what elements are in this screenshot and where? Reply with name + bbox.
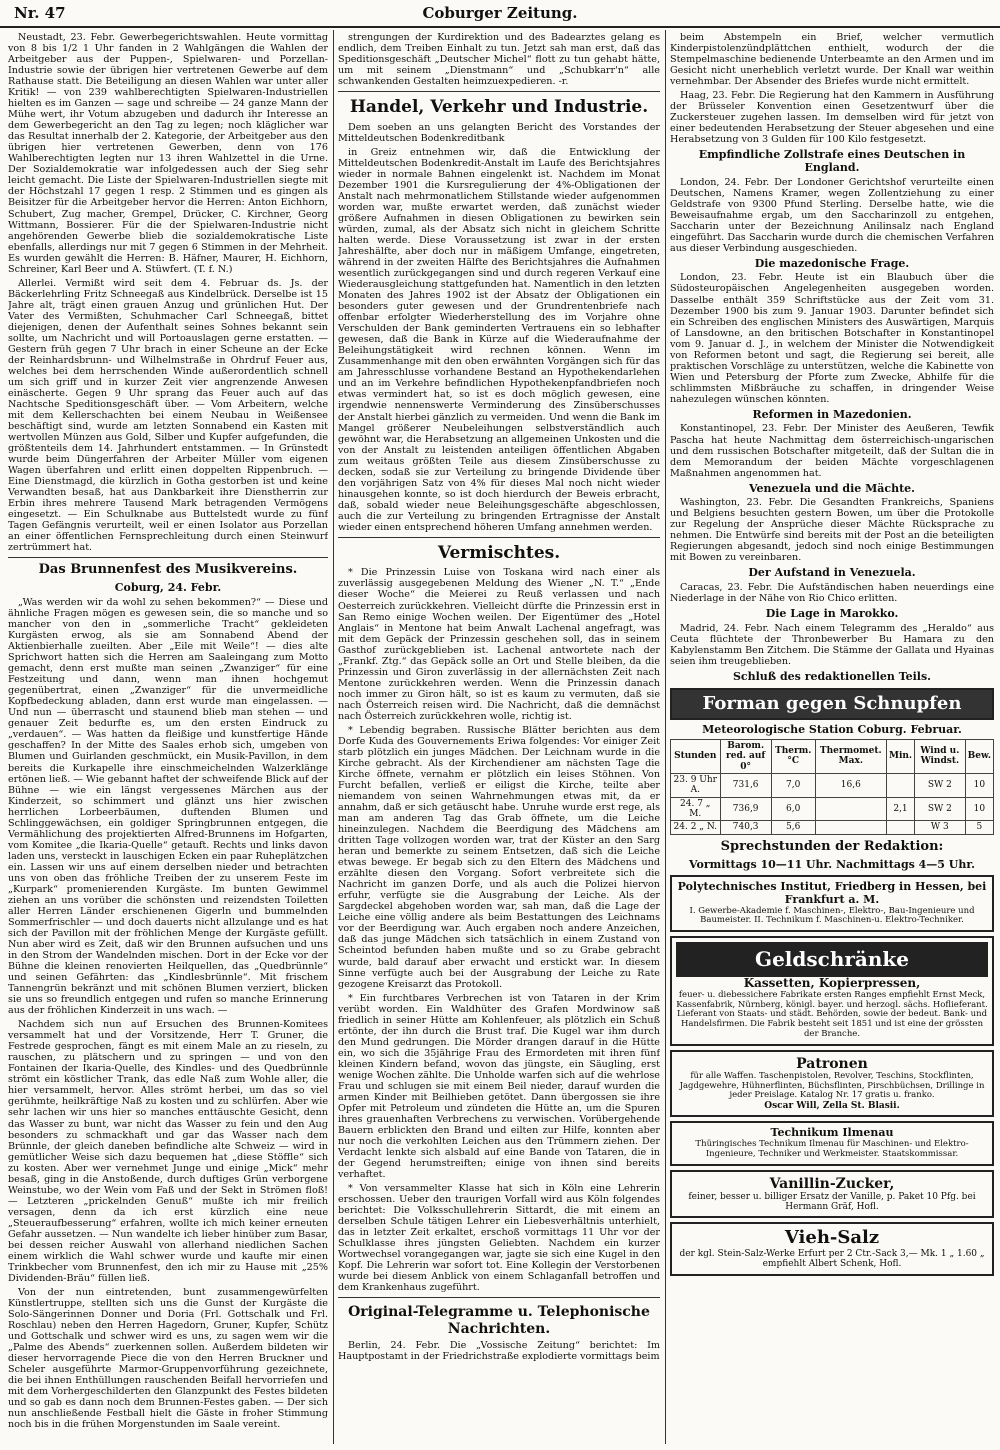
ad-viehsalz: [670, 1222, 994, 1275]
article-body: London, 24. Febr. Der Londoner Gerichtshof verurteilte einen Deutschen, Namens Kramer, wegen Zollentziehung zu einer Geldstrafe von 9300 Pfund Sterling. Derselbe hatte, wie die Beweisaufnahme ergab, um den Saccharinzoll zu entgehen, Saccharin unter der Bezeichnung Anilinsalz nach England eingeführt. Das Saccharin wurde durch die chemischen Verfahren aus dieser Verbindung ausgeschieden.: [670, 176, 994, 254]
article-allerlei: Allerlei. Vermißt wird seit dem 4. Februar ds. Js. der Bäckerlehrling Fritz Schneegaß aus Kindelbrück. Derselbe ist 15 Jahre alt, trägt einen grauen Anzug und grünlichen Hut. Der Vater des Vermißten, Schuhmacher Carl Schneegaß, bittet diejenigen, denen der Aufenthalt seines Sohnes bekannt sein sollte, um Nachricht und will Portoauslagen gerne erstatten. — Gestern früh gegen 7 Uhr brach in einer Scheune an der Ecke der Reinhardsbrunn- und Wilhelmstraße in Ohrdruf Feuer aus, welches bei dem herrschenden Winde außerordentlich schnell um sich griff und in kurzer Zeit vier angrenzende Anwesen einäscherte. Gegen 9 Uhr sprang das Feuer auch auf das Nachtsche Speditionsgeschäft über. — Vom Arbeitern, welche mit dem Kellerschachten bei einem Neubau in Weißensee beschäftigt sind, wurde am letzten Sonnabend ein Kasten mit wertvollen Münzen aus Gold, Silber und Kupfer aufgefunden, die größtenteils dem 14. Jahrhundert entstammen. — In Grünstedt wurde beim Düngerfahren der Arbeiter Müller vom eigenen Wagen überfahren und erlitt einen doppelten Rippenbruch. — Eine Dienstmagd, die kürzlich in Gotha gestorben ist und keine Verwandten besaß, hat aus Dankbarkeit ihre Dienstherrin zur Erbin ihres mehrere Tausend Mark betragenden Vermögens eingesetzt. — Ein Schulknabe aus Buttelstedt wurde zu fünf Tagen Gefängnis verurteilt, weil er einen Isolator aus Porzellan an einer öffentlichen Fernsprechleitung durch einen Steinwurf zertrümmert hat.: [8, 277, 328, 554]
article-heading: Das Brunnenfest des Musikvereins.: [38, 562, 298, 578]
article-body: „Was werden wir da wohl zu sehen bekommen?“ — Diese und ähnliche Fragen mögen es gewesen sein, die so manche und so mancher von den in „sommerliche Tracht“ gekleideten Kurgästen erwog, als sie am Sonnabend Abend der Aktienbierhalle zueilten. Aber „Eile mit Weile“! — dies alte Sprichwort hatten sich die Herren am Saaleingang zum Motto gemacht, denn erst mußte man seinen „Zwanziger“ für eine Festzeitung und dann, wenn man ihnen hochgemut gegenübertrat, einen „Zwanziger“ für die unvermeidliche Kopfbedeckung abladen, dann erst wurde man eingelassen. — Und nun — überrascht und staunend blieb man stehen — und genauer Zeit bedurfte es, um den ersten Eindruck zu „verdauen“. — Was hatten da fleißige und kunstfertige Hände geschaffen? In der Mitte des Saales erhob sich, umgeben von Blumen und Guirlanden geschmückt, ein Musik-Pavillon, in dem bereits die Kurkapelle ihre einschmeichelnden Walzerklänge ertönen ließ. — Wie gebannt haftet der schweifende Blick auf der Bühne — wie ein längst vergessenes Märchen aus der Kinderzeit, so schimmert und glänzt uns hier zwischen herrlichen Lorbeerbäumen, duftenden Blumen und Schlinggewächsen, ein goldiger Springbrunnen entgegen, die Vermählichung des projektierten Alfred-Brunnens im Hofgarten, vom Komitee „die Ikaria-Quelle“ getauft. Rechts und links davon laden uns, versteckt in lauschigen Ecken ein paar Ruheplätzchen ein. Lassen wir uns auf einem derselben nieder und betrachten uns von oben das fröhliche Treiben der zu unserem Feste im „Kurpark“ promenierenden Kurgäste. Im bunten Gewimmel ziehen an uns vorüber die schönsten und reizendsten Toiletten aller Herren Länder erschienenen Gigerln und bummelnden Sommerfrischler — und doch dauerts nicht allzulange und es hat sich der Pavillon mit der fröhlichen Menge der Kurgäste gefüllt. Nun aber wird es Zeit, daß wir den Brunnen aufsuchen und uns in den Strom der Wandelnden mischen. Dort in der Ecke vor der Bühne die kleinen renovierten Heilquellen, das „Quedbrünnle“ und seinen Gefährten: das „Kindlesbrünnle“. Mit frischem Tannengrün bekränzt und mit schönen Blumen verziert, blicken sie uns so freundlich entgegen und rufen so manche Erinnerung aus der fröhlichen Kinderzeit in uns wach. —: [8, 597, 328, 1017]
ad-title: Polytechnisches Institut, Friedberg in Hessen, bei Frankfurt a. M.: [677, 880, 987, 906]
article-neustadt: Neustadt, 23. Febr. Gewerbegerichtswahlen. Heute vormittag von 8 bis 1/2 1 Uhr fanden in 2 Wahlgängen die Wahlen der Arbeitgeber aus der Puppen-, Spielwaren- und Porzellan-Industrie sowie der übrigen hier vertretenen Gewerbe auf dem Rathause statt. Die Beteiligung an diesen Wahlen war unter aller Kritik! — von 239 wahlberechtigten Spielwaren-Industriellen hielten es im Ganzen — sage und schreibe — 24 ganze Mann der Mühe wert, ihr Votum abzugeben und dadurch ihr Interesse an dem Gewerbegericht an den Tag zu legen; noch kläglicher war das Resultat innerhalb der 2. Kategorie, der Arbeitgeber aus den übrigen hier vertretenen Gewerben, denn von 176 Wahlberechtigten legten nur 13 ihren Wahlzettel in die Urne. Der Sozialdemokratie war infolgedessen auch der Sieg sehr leicht gemacht. Die Liste der Spielwaren-Industriellen siegte mit der Höchstzahl 17 gegen 1 resp. 2 Stimmen und es gingen als Beisitzer für die Arbeitgeber hervor die Herren: Anton Eichhorn, Schubert, Zug macher, Grempel, Drücker, C. Kirchner, Georg Wittmann, Bossierer. Für die der Spielwaren-Industrie nicht angehörenden Gewerbe blieb die sozialdemokratische Liste ebenfalls, allerdings nur mit 7 gegen 6 Stimmen in der Mehrheit. Es wurden gewählt die Herren: B. Häfner, Maurer, H. Eichhorn, Schreiner, Karl Beer und A. Stüwfert. (T. f. N.): [8, 32, 328, 275]
office-hours: Vormittags 10—11 Uhr. Nachmittags 4—5 Uhr.: [689, 857, 975, 871]
divider: [8, 557, 328, 558]
column-3: [670, 32, 994, 1444]
page-number: Nr. 47: [14, 4, 66, 22]
article-body: in Greiz entnehmen wir, daß die Entwicklung der Mitteldeutschen Bodenkredit-Anstalt im Laufe des Berichtsjahres wieder in normale Bahnen eingelenkt ist. Nachdem im Monat Dezember 1901 die Kursregulierung der 4%-Obligationen der Anstalt nach mehrmonatlichem Stillstande wieder aufgenommen worden war, mußte erwartet werden, daß zunächst wieder größere Aufnahmen in diesen Obligationen zu bewirken sein würden, zumal, als der Absatz sich nicht in gleichem Schritte halten werde. Diese Voraussetzung ist zwar in der ersten Jahreshälfte, aber doch nur in mäßigem Umfange, eingetreten, während in der zweiten Hälfte des Berichtsjahres die Aufnahmen wesentlich zurückgegangen sind und durch regeren Verkauf eine Wiederausgleichung stattgefunden hat. Namentlich in den letzten Monaten des Jahres 1902 ist der Absatz der Obligationen ein besonders guter gewesen und der Grundrentenbriefe nach offenbar erfolgter Wiederherstellung des im Vorjahre ohne Verschulden der Bank geminderten Vertrauens ein so lebhafter gewesen, daß die Bank in Kürze auf die Wiederaufnahme der Beleihungstätigkeit wird rechnen können. Wenn im Zusammenhange mit den oben erwähnten Vorgängen sich für das am Jahresschlusse vorhandene Bestand an Hypothekendarlehen und an im Verkehre befindlichen Hypothekenpfandbriefen noch etwas vermindert hat, so ist es doch möglich gewesen, eine irgendwie nennenswerte Verminderung des Zinsüberschusses der Anstalt hierbei gänzlich zu vermeiden. Und wenn die Bank im Mangel größerer Neubeleihungen selbstverständlich auch gewöhnt war, die Herabsetzung an allgemeinen Unkosten und die von der Anstalt zu leistenden anteiligen öffentlichen Abgaben zum weitaus größten Teile aus diesem Zinsüberschusse zu decken, sodaß sie zur Verteilung zu bringende Dividende über den vorjährigen Satz von 4% für dieses Mal noch nicht wieder hinausgehen konnte, so ist doch hierdurch der Beweis erbracht, daß, sobald wieder neue Beleihungsgeschäfte abgeschlossen, auch die zur Verteilung zu bringenden Ertragnisse der Anstalt wieder einen entsprechend höheren Umfang annehmen werden.: [338, 146, 660, 533]
weather-cell: 5: [965, 821, 993, 834]
article-prinzessin: * Die Prinzessin Luise von Toskana wird nach einer als zuverlässig ausgegebenen Meldung des Wiener „N. T.“ „Ende dieser Woche“ die Meierei zu Reuß verlassen und nach Oesterreich zurückkehren. Vielleicht dürfte die Prinzessin erst in San Remo einige Wochen weilen. Der Eigentümer des „Hotel Anglais“ in Mentone hat beim Anwalt Lachenal angefragt, was mit dem Gepäck der Prinzessin geschehen soll, das in seinem Gasthof zurückgeblieben ist. Lachenal antwortete nach der „Frankf. Ztg.“ das Gepäck solle an Ort und Stelle bleiben, da die Prinzessin und Giron zuverlässig in der allernächsten Zeit nach Mentone zurückkehren werden. Wenn die Prinzessin danach noch immer zu Giron hält, so ist es kaum zu vermuten, daß sie nach Österreich reisen wird. Die Nachricht, daß die demnächst nach Österreich zurückkehren wolle, richtig ist.: [338, 567, 660, 722]
weather-cell: 6,0: [771, 797, 815, 821]
ad-forman: [670, 688, 994, 721]
ad-text: für alle Waffen. Taschenpistolen, Revolver, Teschins, Stockflinten, Jagdgewehre, Hühnerflinten, Büchsflinten, Pirschbüchsen, Drillinge in jeder Preislage. Katalog Nr. 17 gratis u. franko.: [679, 1070, 985, 1101]
article-heading: Reformen in Mazedonien.: [752, 407, 912, 421]
weather-header-cell: Barom. red. auf 0°: [720, 739, 771, 773]
article-continued: beim Abstempeln ein Brief, welcher vermutlich Kinderpistolenzündplättchen enthielt, wodurch der die Stempelmaschine bedienende Unterbeamte an den Armen und im Gesicht nicht unerheblich verletzt wurde. Der Knall war weithin vernehmbar. Der Absender des Briefes wurde nicht ermittelt.: [670, 32, 994, 88]
ad-vendor: Oscar Will, Zella St. Blasii.: [764, 1101, 900, 1112]
weather-cell: [886, 773, 914, 797]
column-2: [338, 32, 660, 1444]
weather-cell: 10: [965, 773, 993, 797]
article-heading: Die Lage in Marokko.: [765, 607, 899, 621]
weather-cell: 5,6: [771, 821, 815, 834]
weather-header-cell: Min.: [886, 739, 914, 773]
page-header: [0, 0, 1000, 28]
ad-title: Vieh-Salz: [784, 1227, 880, 1249]
weather-row: [671, 797, 994, 821]
weather-cell: 2,1: [886, 797, 914, 821]
divider: [338, 91, 660, 92]
ad-text: I. Gewerbe-Akademie f. Maschinen-, Elektro-, Bau-Ingenieure und Baumeister. II. Technikum f. Maschinen-u. Elektro-Techniker.: [689, 905, 975, 926]
weather-cell: 24. 7 „ M.: [671, 797, 721, 821]
column-rule: [333, 30, 334, 1444]
weather-cell: SW 2: [915, 773, 966, 797]
weather-cell: 740,3: [720, 821, 771, 834]
article-telegram: Berlin, 24. Febr. Die „Vossische Zeitung“ berichtet: Im Hauptpostamt in der Friedrichstraße explodierte vormittags beim: [338, 1339, 660, 1362]
article-body: Konstantinopel, 23. Febr. Der Minister des Aeußeren, Tewfik Pascha hat heute Nachmittag dem österreichisch-ungarischen und dem russischen Botschafter mitgeteilt, daß der Sultan die in dem Memorandum der beiden Mächte vorgeschlagenen Maßnahmen angenommen hat.: [670, 423, 994, 479]
article-heading: Die mazedonische Frage.: [754, 256, 910, 270]
weather-cell: 23. 9 Uhr A.: [671, 773, 721, 797]
ad-text: feuer- u. diebessichere Fabrikate ersten Ranges empfiehlt Ernst Meck, Kassenfabrik, Nürnberg, königl. bayer. und herzogl. sächs. Hoflieferant. Lieferant von Staats- und städt. Behörden, sowie der bedeut. Bank- und Handelsfirmen. Die Fabrik besteht seit 1851 und ist eine der grössten der Branche.: [676, 989, 988, 1039]
weather-header-cell: Bew.: [965, 739, 993, 773]
office-hours-title: Sprechstunden der Redaktion:: [720, 838, 944, 854]
article-lehrerin: * Von versammelter Klasse hat sich in Köln eine Lehrerin erschossen. Ueber den traurigen Vorfall wird aus Köln folgendes berichtet: Die Volksschullehrerin Sittardt, die mit einem an derselben Schule tätigen Lehrer ein Liebesverhältnis unterhielt, das in letzter Zeit erkaltet, erschoß vormittags 11 Uhr vor der Schulklasse ihres jüngsten Geliebten. Nachdem ein kurzer Wortwechsel vorangegangen war, jagte sie sich eine Kugel in den Kopf. Die Lehrerin war sofort tot. Eine Kollegin der Verstorbenen wurde bei diesem Anblick von einem Schlaganfall betroffen und dem Krankenhaus zugeführt.: [338, 1183, 660, 1294]
weather-header-cell: Thermomet. Max.: [815, 739, 886, 773]
weather-row: [671, 773, 994, 797]
article-verbrechen: * Ein furchtbares Verbrechen ist von Tataren in der Krim verübt worden. Ein Waldhüter des Grafen Mordwinow saß friedlich in seiner Hütte am Kohlenfeuer, als plötzlich ein Schuß ertönte, der ihn durch die Brust traf. Die Kugel war ihm durch den Mund gedrungen. Die Mörder drangen darauf in die Hütte ein, wo sich die 35jährige Frau des Ermordeten mit ihren fünf kleinen Kindern befand, wovon das jüngste, ein Säugling, erst wenige Wochen zählte. Die Unholde warfen sich auf die wehrlose Frau und schlugen sie mit einem Beil nieder, darauf wurden die armen Kinder mit Beilhieben getötet. Dann übergossen sie ihre Opfer mit Petroleum und zündeten die Hütte an, um die Spuren ihres grauenhaften Verbrechens zu verwischen. Vorübergehende Bauern erblickten den Brand und eilten zur Hilfe, konnten aber nur noch die verkohlten Leichen aus den Trümmern ziehen. Der Verdacht lenkte sich alsbald auf eine Bande von Tataren, die in der Gegend herumstreiften; einige von ihnen sind bereits verhaftet.: [338, 992, 660, 1181]
article-heading: Der Aufstand in Venezuela.: [748, 566, 916, 580]
ad-brand: Forman: [702, 692, 780, 714]
ad-title: Vanillin-Zucker,: [769, 1175, 895, 1192]
article-body: London, 23. Febr. Heute ist ein Blaubuch über die Südosteuropäischen Angelegenheiten ausgegeben worden. Dasselbe enthält 359 Schriftstücke aus der Zeit vom 31. Dezember 1900 bis zum 9. Januar 1903. Darunter befindet sich ein Schreiben des englischen Ministers des Auswärtigen, Marquis of Lansdowne, an den britischen Botschafter in Konstantinopel vom 9. Januar d. J., in welchem der Minister die Notwendigkeit von Reformen betont und sagt, die Regierung sei bereit, alle praktischen Vorschläge zu unterstützen, welche die Kabinette von Wien und Petersburg der Pforte zum Zwecke, Abhilfe für die schlimmsten Mißbräuche zu schaffen, in dringender Weise nahezulegen wünschen könnten.: [670, 272, 994, 405]
ad-title: Geldschränke: [676, 942, 988, 977]
ad-technikum: [670, 1121, 994, 1165]
weather-cell: [815, 797, 886, 821]
ad-patronen: [670, 1050, 994, 1118]
ad-polytechnic: [670, 875, 994, 932]
column-1: [8, 32, 328, 1444]
dateline: Coburg, 24. Febr.: [114, 581, 222, 595]
weather-cell: [886, 821, 914, 834]
article-heading: Empfindliche Zollstrafe eines Deutschen in England.: [698, 148, 966, 174]
divider: [338, 537, 660, 538]
section-heading-telegrams: Original-Telegramme u. Telephonische Nachrichten.: [348, 1304, 650, 1337]
weather-header-cell: Stunden: [671, 739, 721, 773]
ad-text: Thüringisches Technikum Ilmenau für Maschinen- und Elektro-Ingenieure, Techniker und Werkmeister. Staatskommissar.: [695, 1139, 969, 1159]
section-heading-trade: Handel, Verkehr und Industrie.: [349, 97, 649, 118]
ad-title: Technikum Ilmenau: [770, 1126, 894, 1140]
weather-cell: 736,9: [720, 797, 771, 821]
weather-cell: 7,0: [771, 773, 815, 797]
ad-subtitle: Kassetten, Kopierpressen,: [743, 976, 921, 991]
column-rule: [665, 30, 666, 1444]
ad-title: Patronen: [796, 1055, 868, 1072]
article-body: Madrid, 24. Febr. Nach einem Telegramm des „Heraldo“ aus Ceuta flüchtete der Thronbewerber Bu Hamara zu den Kabylenstamm Ben Zitchem. Die Stämme der Gallata und Hyainas seien ihm treugeblieben.: [670, 622, 994, 667]
weather-row: [671, 821, 994, 834]
weather-cell: 16,6: [815, 773, 886, 797]
newspaper-title: Coburger Zeitung.: [422, 4, 578, 22]
article-body: Caracas, 23. Febr. Die Aufständischen haben neuerdings eine Niederlage in der Nähe von Rio Chico erlitten.: [670, 582, 994, 605]
article-haag: Haag, 23. Febr. Die Regierung hat den Kammern in Ausführung der Brüsseler Konvention einen Gesetzentwurf über die Zuckersteuer zugehen lassen. Im demselben wird für jetzt von einer bedeutenden Herabsetzung der Steuer abgesehen und eine Herabsetzung von 3 Gulden für 100 Kilo festgesetzt.: [670, 90, 994, 146]
ad-text: gegen Schnupfen: [785, 692, 962, 714]
weather-cell: 731,6: [720, 773, 771, 797]
weather-table: [670, 739, 994, 835]
article-lead: Dem soeben an uns gelangten Bericht des Vorstandes der Mitteldeutschen Bodenkreditbank: [338, 121, 660, 144]
end-editorial: Schluß des redaktionellen Teils.: [732, 669, 932, 683]
ad-text: der kgl. Stein-Salz-Werke Erfurt per 2 Ctr.-Sack 3,— Mk. 1 „ 1.60 „ empfiehlt Albert Schenk, Hofl.: [679, 1249, 985, 1270]
article-body: Nachdem sich nun auf Ersuchen des Brunnen-Komitees versammelt hat und der Vorsitzende, Herr T. Gruner, die Festrede gesprochen, fängt es mit einem Male an zu rieseln, zu rauschen, zu plätschern und zu springen — und von den Fontainen der Ikaria-Quelle, des Kindles- und des Quedbrünnle strömt ein köstlicher Trank, das edle Naß zum Wohle aller, die hier versammelt, hervor. Alles strömt herbei, um das so viel gerühmte, heilkräftige Naß zu kosten und zu schlürfen. Aber wie sehr lachen wir uns hier so manches enttäuschte Gesicht, denn das Wasser zu bunt, war nicht das Wasser zu fein und den Aug besonders zu schmackhaft und gar das Wasser nach dem Brünnle, der gleich daneben befindliche alte Schweiz — wird in gemütlicher Weise sich dazu bequemen hat „diese Stöffle“ sich zu kosten. Aber wer vernehmet Junge und einige „Mick“ mehr besaß, ging in die Anstoßende, durch duftiges Grün verborgene Weinstube, wo der Wein vom Faß und der Sekt in Strömen floß! — Letzteren „prickelnden Genuß“ mußte ich mir freilich versagen, denn da ich erst kürzlich eine neue „Steueraufbesserung“ erfahren, wollte ich mich keiner erneuten Gefahr aussetzen. — Nun wandelte ich lieber hinüber zum Basar, bei dessen reicher Auswahl von allerhand niedlichen Sachen einem wirklich die Wahl schwer wurde und kaufte mir einen Trinkbecher vom Brunnenfest, den ich mir zu Hause mit „25% Dividenden-Bräu“ füllen ließ.: [8, 1019, 328, 1284]
ad-text: feiner, besser u. billiger Ersatz der Vanille, p. Paket 10 Pfg. bei Hermann Gräf, Hofl.: [688, 1191, 976, 1212]
article-body: Von der nun eintretenden, bunt zusammengewürfelten Künstlertruppe, stellten sich uns die Gunst der Kurgäste die Solo-Sängerinnen Donner und Doria (Frl. Gottschalk und Frl. Roschlau) neben den Herren Hagedorn, Gruner, Kupfer, Schütz und Gottschalk und schwer wird es uns, zu sagen wem wir die „Palme des Abends“ zuerkennen sollen. Außerdem bildeten wir dieser hervorragende Piece die von den Herren Bruckner und Scheler ausgeführte Marmor-Gruppenvorführung gezeichnete, die bei ihnen Enthüllungen rauschenden Beifall hervorriefen und mit dem Vorhergeschilderten den Glanzpunkt des Festes bildeten und so gab es dann noch dem Brunnen-Festes gaben. — Der sich nun anschließende Festball hielt die Gäste in froher Stimmung noch bis in die frühen Morgenstunden im Saale vereint.: [8, 1286, 328, 1431]
weather-cell: 24. 2 „ N.: [671, 821, 721, 834]
weather-cell: 10: [965, 797, 993, 821]
weather-cell: [815, 821, 886, 834]
article-body: Washington, 23. Febr. Die Gesandten Frankreichs, Spaniens und Belgiens besuchten gestern Bowen, um über die Protokolle zur Regelung der Ansprüche dieser Mächte Rücksprache zu nehmen. Die Entwürfe sind bereits mit der Post an die beteiligten Regierungen abgesandt, jedoch sind noch einige Bestimmungen mit Bowen zu vereinbaren.: [670, 497, 994, 564]
article-continued: strengungen der Kurdirektion und des Badearztes gelang es endlich, dem Treiben Einhalt zu tun. Jetzt sah man erst, daß das Speditionsgeschäft „Deutscher Michel“ flott zu tun gehabt hätte, um mit seinem „Dienstmann“ und „Schubkarr'n“ alle schwankenden Gestalten heimzuexpedieren. -r.: [338, 32, 660, 88]
section-heading-misc: Vermischtes.: [437, 542, 561, 563]
ad-geldschraenke: [670, 936, 994, 1046]
divider: [338, 1297, 660, 1298]
weather-header-cell: Wind u. Windst.: [915, 739, 966, 773]
weather-cell: SW 2: [915, 797, 966, 821]
weather-title: Meteorologische Station Coburg. Februar.: [702, 723, 962, 737]
article-lebendig: * Lebendig begraben. Russische Blätter berichten aus dem Dorfe Kuda des Gouvernements Eriwa folgendes: Vor einiger Zeit starb plötzlich ein junges Mädchen. Der Leichnam wurde in die Kirche gebracht. Als der Kirchendiener am nächsten Tage die Kirche öffnete, vernahm er plötzlich ein leises Stöhnen. Von Furcht befallen, verließ er eiligst die Kirche, teilte aber niemandem von seinen Wahrnehmungen etwas mit, da er annahm, daß er sich getäuscht habe. Unruhe wurde erst rege, als man am anderen Tag das Grab öffnete, um die Leiche hineinzulegen. Nachdem die Beerdigung des Mädchens am dritten Tage vollzogen worden war, trat der Küster an den Sarg heran und bemerkte zu seinem Entsetzen, daß sich die Leiche etwas bewege. Er begab sich zu den Eltern des Mädchens und erzählte diesen den Vorgang. Sofort verbreitete sich die Nachricht im ganzen Dorfe, und als auch die Polizei hiervon erfuhr, verfügte sie die Ausgrabung der Leiche. Als der Sargdeckel abgehoben worden war, sah man, daß die Lage der Leiche eine völlig andere als beim Bestattungen des Leichnams vor der Beerdigung war. Auch ergaben noch andere Anzeichen, daß das junge Mädchen sich tatsächlich in einem Zustand von Scheintod befunden haben mußte und so zu Grabe gebracht wurde, bald darauf aber erwacht und erstickt war. In diesem Sinne verfügte auch bei der Ausgrabung der Leiche zu Rate gezogene Kreisarzt das Protokoll.: [338, 724, 660, 990]
article-heading: Venezuela und die Mächte.: [748, 481, 916, 495]
weather-header-cell: Therm. °C: [771, 739, 815, 773]
ad-vanillin: [670, 1170, 994, 1219]
weather-cell: W 3: [915, 821, 966, 834]
